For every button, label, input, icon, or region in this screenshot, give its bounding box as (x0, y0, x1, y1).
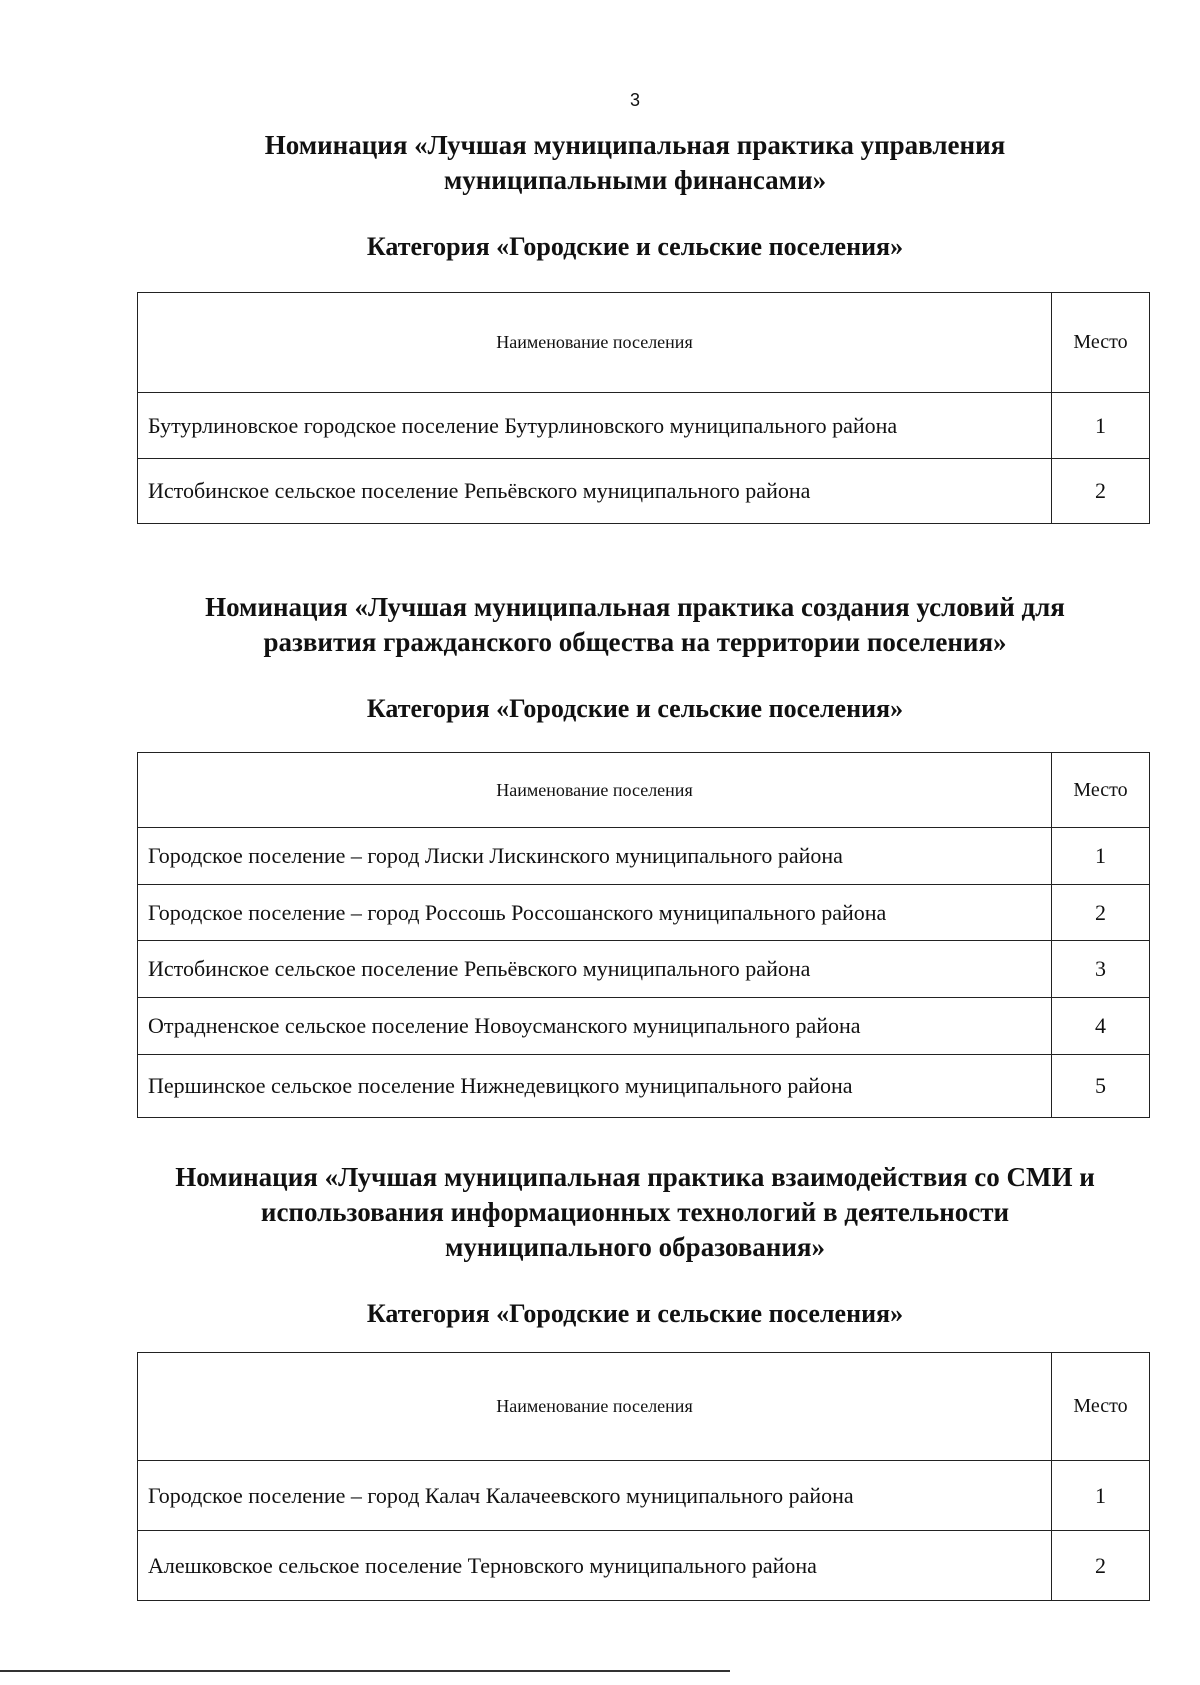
table-row (138, 941, 1150, 998)
results-table-2 (137, 752, 1150, 1118)
table-row (138, 998, 1150, 1055)
page-number: 3 (629, 90, 640, 110)
place-value: 1 (1052, 393, 1150, 459)
table-row (138, 828, 1150, 885)
results-table-1 (137, 292, 1150, 524)
place-value: 4 (1052, 998, 1150, 1055)
place-value: 1 (1052, 828, 1150, 885)
column-header-place: Место (1052, 1353, 1150, 1461)
table-header-row (138, 753, 1150, 828)
table-row (138, 1461, 1150, 1531)
table-row (138, 885, 1150, 941)
nomination-line: муниципальными финансами» (443, 165, 827, 195)
nomination-line: использования информационных технологий в деятельности (260, 1197, 1010, 1227)
place-value: 2 (1052, 459, 1150, 524)
place-value: 5 (1052, 1055, 1150, 1118)
settlement-name: Алешковское сельское поселение Терновского муниципального района (138, 1531, 1052, 1601)
place-value: 1 (1052, 1461, 1150, 1531)
footer-divider (0, 1670, 730, 1672)
category-title: Категория «Городские и сельские поселения» (366, 232, 904, 261)
settlement-name: Першинское сельское поселение Нижнедевицкого муниципального района (138, 1055, 1052, 1118)
nomination-line: Номинация «Лучшая муниципальная практика взаимодействия со СМИ и (175, 1162, 1095, 1192)
nomination-section-2 (0, 590, 1200, 723)
settlement-name: Истобинское сельское поселение Репьёвского муниципального района (138, 459, 1052, 524)
nomination-title (0, 590, 1200, 660)
settlement-name: Городское поселение – город Калач Калачеевского муниципального района (138, 1461, 1052, 1531)
nomination-line: Номинация «Лучшая муниципальная практика создания условий для (205, 592, 1065, 622)
table-header-row (138, 293, 1150, 393)
settlement-name: Городское поселение – город Россошь Россошанского муниципального района (138, 885, 1052, 941)
nomination-title (0, 1160, 1200, 1265)
column-header-name: Наименование поселения (138, 1353, 1052, 1461)
category-title: Категория «Городские и сельские поселения» (366, 1299, 904, 1328)
nomination-title (0, 128, 1200, 198)
place-value: 3 (1052, 941, 1150, 998)
settlement-name: Истобинское сельское поселение Репьёвского муниципального района (138, 941, 1052, 998)
column-header-name: Наименование поселения (138, 753, 1052, 828)
table-row (138, 393, 1150, 459)
results-table-3 (137, 1352, 1150, 1601)
place-value: 2 (1052, 885, 1150, 941)
category-title: Категория «Городские и сельские поселения» (366, 694, 904, 723)
settlement-name: Бутурлиновское городское поселение Бутурлиновского муниципального района (138, 393, 1052, 459)
settlement-name: Городское поселение – город Лиски Лискинского муниципального района (138, 828, 1052, 885)
nomination-line: муниципального образования» (444, 1232, 826, 1262)
table-header-row (138, 1353, 1150, 1461)
nomination-section-1 (0, 128, 1200, 261)
nomination-line: Номинация «Лучшая муниципальная практика управления (264, 130, 1006, 160)
nomination-section-3 (0, 1160, 1200, 1328)
table-row (138, 1055, 1150, 1118)
column-header-place: Место (1052, 293, 1150, 393)
table-row (138, 1531, 1150, 1601)
place-value: 2 (1052, 1531, 1150, 1601)
column-header-name: Наименование поселения (138, 293, 1052, 393)
column-header-place: Место (1052, 753, 1150, 828)
nomination-line: развития гражданского общества на территории поселения» (263, 627, 1007, 657)
table-row (138, 459, 1150, 524)
settlement-name: Отрадненское сельское поселение Новоусманского муниципального района (138, 998, 1052, 1055)
